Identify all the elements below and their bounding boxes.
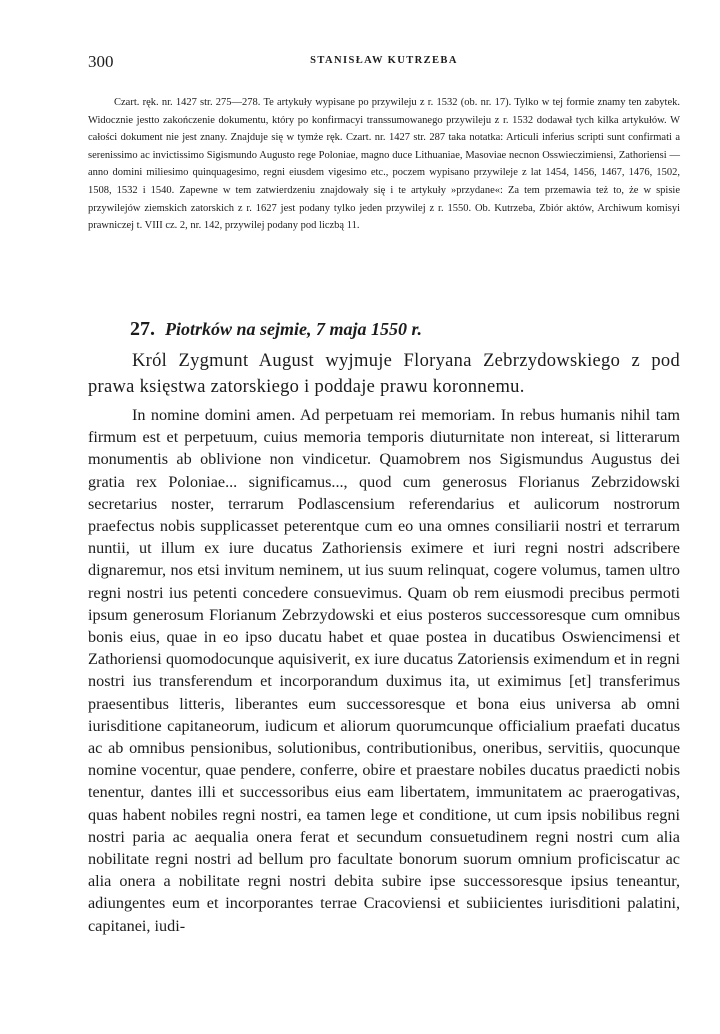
document-number: 27. [130, 318, 155, 340]
document-summary: Król Zygmunt August wyjmuje Floryana Zebrzydowskiego z pod prawa księstwa zatorskiego i poddaje prawu koronnemu. [88, 351, 680, 397]
page-number: 300 [88, 52, 114, 71]
running-head: STANISŁAW KUTRZEBA [310, 55, 458, 66]
document-place-date: Piotrków na sejmie, 7 maja 1550 r. [165, 319, 423, 339]
editorial-note: Czart. ręk. nr. 1427 str. 275—278. Te artykuły wypisane po przywileju z r. 1532 (ob. nr. 17). Tylko w tej formie znamy ten zabytek. Widocznie jestto zakończenie dokumentu, który po konfirmacyi transsumowanego przywileju z r. 1532 dodawał tych kilka artykułów. W całości dokument nie jest znany. Znajduje się w tymże ręk. Czart. nr. 1427 str. 287 taka notatka: Articuli inferius scripti sunt confirmati a serenissimo ac invictissimo Sigismundo Augusto rege Poloniae, magno duce Lithuaniae, Masoviae necnon Osswieczimiensi, Zathoriensi — anno domini miliesimo quinquagesimo, regni eiusdem vigesimo etc., poczem wypisano przywileje z lat 1454, 1456, 1467, 1476, 1502, 1508, 1532 i 1540. Zapewne w tem zatwierdzeniu znajdowały się i te artykuły »przydane«: Za tem przemawia też to, że w spisie przywilejów ziemskich zatorskich z r. 1627 jest podany tylko jeden przywilej z r. 1550. Ob. Kutrzeba, Zbiór aktów, Archiwum komisyi prawniczej t. VIII cz. 2, nr. 142, przywilej podany pod liczbą 11. [88, 97, 680, 232]
page-header [88, 52, 680, 76]
document-body: In nomine domini amen. Ad perpetuam rei memoriam. In rebus humanis nihil tam firmum est et perpetuum, cuius memoria temporis diuturnitate non intereat, si litterarum monumentis ab oblivione non vindicetur. Quamobrem nos Sigismundus Augustus dei gratia rex Poloniae... significamus..., quod cum generosus Florianus Zebrzidowski secretarius noster, terrarum Podlascensium referendarius et aulicorum nostrorum praefectus nobis supplicasset peterentque cum eo una omnes consiliarii nostri et terrarum nuntii, ut illum ex iure ducatus Zathoriensis eximere et iuri regni nostri adscribere dignaremur, nos etsi invitum neminem, ut ius suum relinquat, cogere volumus, tamen ultro regni nostri ius petenti concedere consuevimus. Quam ob rem eiusmodi precibus permoti ipsum generosum Florianum Zebrzydowski et eius posteros successoresque cum omnibus bonis eius, quae in eo ipso ducatu habet et quae postea in ducatibus Oswiencimensi et Zathoriensi quomodocunque aquisiverit, ex iure ducatus Zatoriensis eximendum et in regni nostri ius transferendum et incorporandum duximus ita, ut eximimus [et] transferimus praesentibus litteris, liberantes eum successoresque et bona eius universa ab omni iurisditione capitaneorum, iudicum et aliorum quorumcunque officialium praefati ducatus ac ab omnibus pensionibus, solutionibus, contributionibus, oneribus, servitiis, quocunque nomine vocentur, quae pendere, conferre, obire et praestare nobiles ducatus praedicti nobis tenentur, dantes illi et successoribus eius eam libertatem, immunitatem ac praerogativas, quas habent nobiles regni nostri, ea tamen lege et conditione, ut cum ipsis nobilibus regni nostri paria ac aequalia onera ferat et secundum consuetudinem regni nostri cum alia nobilitate regni nostri ad bellum pro facultate bonorum suorum omnium proficiscatur ac alia onera a nobilitate regni nostri debita subire ipse successoresque ipsius teneantur, adiungentes eum et incorporantes terrae Cracoviensi et subiicientes iurisditioni palatini, capitanei, iudi- [88, 406, 680, 935]
document-heading [130, 318, 690, 341]
